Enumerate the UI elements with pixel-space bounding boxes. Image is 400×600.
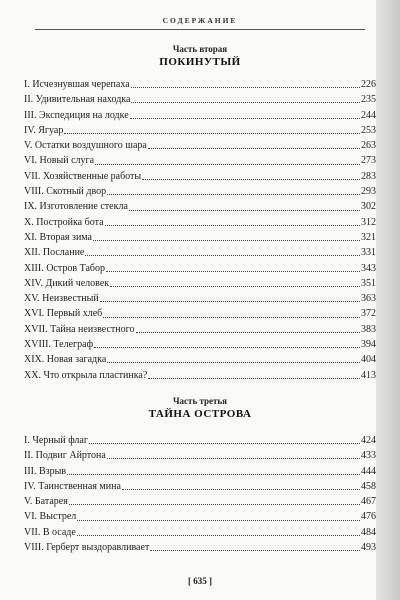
chapter-title: I. Черный флаг xyxy=(24,435,88,446)
part-two-section xyxy=(24,44,376,383)
toc-entry xyxy=(24,368,376,383)
dot-leader xyxy=(122,489,360,490)
chapter-title: XVI. Первый хлеб xyxy=(24,308,103,320)
adjacent-page-edge xyxy=(376,0,400,600)
toc-entry xyxy=(24,123,376,138)
chapter-page-number: 235 xyxy=(361,94,376,106)
chapter-page-number: 283 xyxy=(361,170,376,182)
header-label: СОДЕРЖАНИЕ xyxy=(162,16,238,25)
chapter-page-number: 331 xyxy=(361,247,376,259)
chapter-page-number: 467 xyxy=(361,496,376,508)
part-two-subtitle: ПОКИНУТЫЙ xyxy=(159,56,241,68)
dot-leader xyxy=(130,118,360,119)
dot-leader xyxy=(110,286,360,287)
toc-entry xyxy=(24,92,376,107)
dot-leader xyxy=(107,362,360,363)
chapter-page-number: 404 xyxy=(361,354,376,366)
chapter-page-number: 321 xyxy=(361,231,376,243)
part-three-subtitle: ТАЙНА ОСТРОВА xyxy=(148,408,252,420)
part-three-section xyxy=(24,396,376,555)
toc-entry xyxy=(24,230,376,245)
part-three-title: Часть третья xyxy=(172,396,228,406)
toc-entry xyxy=(24,479,376,494)
dot-leader xyxy=(105,225,360,226)
chapter-page-number: 363 xyxy=(361,293,376,305)
chapter-title: V. Батарея xyxy=(24,496,68,508)
chapter-title: XI. Вторая зима xyxy=(24,231,92,243)
toc-entry xyxy=(24,433,376,448)
dot-leader xyxy=(77,520,360,521)
chapter-page-number: 383 xyxy=(361,323,376,335)
running-header xyxy=(24,16,376,30)
dot-leader xyxy=(136,332,361,333)
toc-entry xyxy=(24,525,376,540)
toc-entry xyxy=(24,184,376,199)
chapter-page-number: 226 xyxy=(361,79,376,90)
chapter-page-number: 424 xyxy=(361,435,376,446)
dot-leader xyxy=(131,102,360,103)
dot-leader xyxy=(148,148,360,149)
dot-leader xyxy=(64,133,360,134)
dot-leader xyxy=(85,255,360,256)
toc-entry xyxy=(24,77,376,92)
toc-entry xyxy=(24,306,376,321)
dot-leader xyxy=(107,458,360,459)
toc-entry xyxy=(24,199,376,214)
chapter-page-number: 413 xyxy=(361,369,376,381)
dot-leader xyxy=(107,194,360,195)
part-two-chapter-list xyxy=(24,77,376,383)
toc-entry xyxy=(24,509,376,524)
dot-leader xyxy=(100,301,360,302)
chapter-title: XIX. Новая загадка xyxy=(24,354,107,366)
toc-entry xyxy=(24,540,376,555)
chapter-page-number: 351 xyxy=(361,277,376,289)
dot-leader xyxy=(103,317,360,318)
chapter-page-number: 263 xyxy=(361,140,376,152)
chapter-title: XX. Что открыла пластинка? xyxy=(24,369,148,381)
chapter-title: V. Остатки воздушного шара xyxy=(24,140,147,152)
chapter-page-number: 312 xyxy=(361,216,376,228)
dot-leader xyxy=(150,550,360,551)
chapter-page-number: 476 xyxy=(361,511,376,523)
toc-entry xyxy=(24,322,376,337)
chapter-title: IV. Ягуар xyxy=(24,124,64,136)
chapter-title: VII. Хозяйственные работы xyxy=(24,170,142,182)
chapter-title: VI. Выстрел xyxy=(24,511,77,523)
chapter-title: XIII. Остров Табор xyxy=(24,262,105,274)
chapter-title: III. Экспедиция на лодке xyxy=(24,109,129,121)
dot-leader xyxy=(94,347,360,348)
toc-entry xyxy=(24,448,376,463)
chapter-title: XV. Неизвестный xyxy=(24,293,99,305)
chapter-page-number: 433 xyxy=(361,450,376,462)
header-rule xyxy=(35,29,365,30)
toc-entry xyxy=(24,215,376,230)
chapter-title: III. Взрыв xyxy=(24,465,67,477)
dot-leader xyxy=(93,240,360,241)
toc-entry xyxy=(24,153,376,168)
chapter-title: VI. Новый слуга xyxy=(24,155,95,167)
chapter-page-number: 273 xyxy=(361,155,376,167)
toc-entry xyxy=(24,138,376,153)
dot-leader xyxy=(106,271,360,272)
toc-entry xyxy=(24,291,376,306)
part-three-chapter-list xyxy=(24,433,376,555)
chapter-page-number: 372 xyxy=(361,308,376,320)
chapter-page-number: 444 xyxy=(361,465,376,477)
toc-entry xyxy=(24,276,376,291)
part-two-title: Часть вторая xyxy=(172,44,228,54)
chapter-title: VIII. Скотный двор xyxy=(24,186,107,198)
chapter-title: XIV. Дикий человек xyxy=(24,277,110,289)
chapter-title: IX. Изготовление стекла xyxy=(24,201,128,213)
chapter-title: II. Подвиг Айртона xyxy=(24,450,106,462)
chapter-title: XVIII. Телеграф xyxy=(24,339,94,351)
dot-leader xyxy=(89,443,360,444)
chapter-page-number: 253 xyxy=(361,124,376,136)
dot-leader xyxy=(69,504,360,505)
dot-leader xyxy=(129,210,360,211)
chapter-page-number: 458 xyxy=(361,480,376,492)
toc-entry xyxy=(24,337,376,352)
toc-entry xyxy=(24,494,376,509)
dot-leader xyxy=(142,179,360,180)
chapter-title: IV. Таинственная мина xyxy=(24,480,121,492)
chapter-page-number: 394 xyxy=(361,339,376,351)
chapter-page-number: 302 xyxy=(361,201,376,213)
dot-leader xyxy=(131,87,360,88)
chapter-page-number: 293 xyxy=(361,186,376,198)
toc-entry xyxy=(24,352,376,367)
dot-leader xyxy=(148,378,360,379)
page-number: [ 635 ] xyxy=(188,576,212,586)
toc-entry xyxy=(24,261,376,276)
chapter-title: II. Удивительная находка xyxy=(24,94,131,106)
toc-entry xyxy=(24,464,376,479)
dot-leader xyxy=(67,474,360,475)
chapter-title: VII. В осаде xyxy=(24,526,76,538)
toc-entry xyxy=(24,245,376,260)
chapter-page-number: 493 xyxy=(361,542,376,554)
chapter-title: I. Исчезнувшая черепаха xyxy=(24,79,130,90)
chapter-title: XII. Послание xyxy=(24,247,85,259)
toc-entry xyxy=(24,169,376,184)
chapter-page-number: 484 xyxy=(361,526,376,538)
chapter-title: VIII. Герберт выздоравливает xyxy=(24,542,150,554)
toc-entry xyxy=(24,108,376,123)
dot-leader xyxy=(95,164,360,165)
dot-leader xyxy=(77,535,360,536)
chapter-page-number: 343 xyxy=(361,262,376,274)
chapter-title: XVII. Тайна неизвестного xyxy=(24,323,135,335)
chapter-page-number: 244 xyxy=(361,109,376,121)
chapter-title: X. Постройка бота xyxy=(24,216,104,228)
